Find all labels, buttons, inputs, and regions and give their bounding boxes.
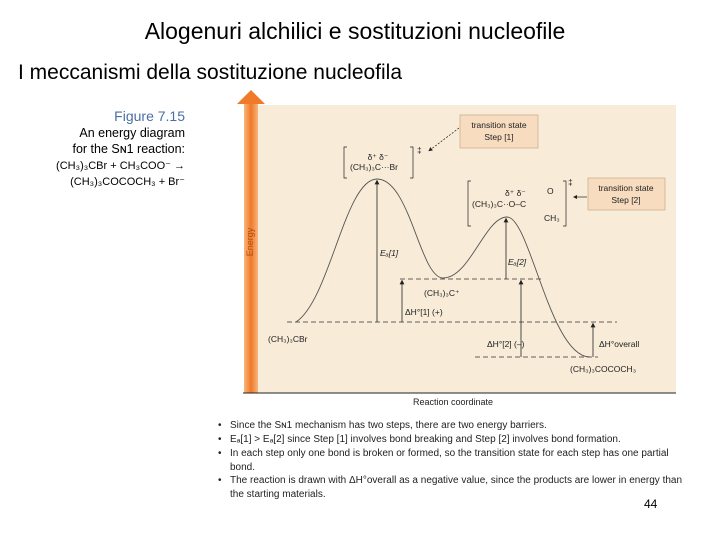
bullet-text: Eₐ[1] > Eₐ[2] since Step [1] involves bond breaking and Step [2] involves bond formation.	[230, 434, 621, 445]
ea1-label: Eₐ[1]	[380, 248, 399, 258]
dh1-label: ΔH°[1] (+)	[405, 307, 443, 317]
figure-label: Figure 7.15	[114, 108, 185, 124]
intermediate-label: (CH₃)₃C⁺	[424, 288, 460, 298]
ts1-callout-line2: Step [1]	[484, 132, 514, 142]
bullet-text: The reaction is drawn with ΔH°overall as a negative value, since the products are lower in energy than the starting materials.	[230, 475, 683, 500]
figure-caption-line1: An energy diagram	[79, 126, 185, 140]
figure-caption-line2: for the Sɴ1 reaction:	[72, 142, 185, 156]
page-number: 44	[644, 497, 658, 511]
ts2-callout-line2: Step [2]	[611, 195, 641, 205]
slide-title: Alogenuri alchilici e sostituzioni nucleofile	[144, 18, 566, 44]
reactant-label: (CH₃)₃CBr	[268, 334, 308, 344]
ea2-label: Eₐ[2]	[508, 257, 527, 267]
slide-subtitle: I meccanismi della sostituzione nucleofila	[18, 61, 403, 84]
bullet-text: In each step only one bond is broken or formed, so the transition state for each step has one partial bond.	[230, 448, 669, 473]
product-label: (CH₃)₃COCOCH₃	[570, 364, 637, 374]
bullet-item: • In each step only one bond is broken or formed, so the transition state for each step has one partial bond.	[218, 447, 688, 474]
figure-equation-line2: (CH₃)₃COCOCH₃ + Br⁻	[70, 176, 185, 188]
ts2-callout	[575, 178, 665, 210]
bullet-item: • Eₐ[1] > Eₐ[2] since Step [1] involves bond breaking and Step [2] involves bond formation.	[218, 433, 688, 447]
ts1-charges: δ⁺ δ⁻	[367, 152, 389, 162]
ts2-callout-line1: transition state	[598, 183, 654, 193]
ts2-dagger: ‡	[568, 177, 573, 187]
bullet-item: • The reaction is drawn with ΔH°overall as a negative value, since the products are lower in energy than the starting materials.	[218, 474, 688, 501]
x-axis-label: Reaction coordinate	[412, 397, 494, 407]
ts1-structure: (CH₃)₃C···Br	[350, 162, 398, 172]
bullet-text: Since the Sɴ1 mechanism has two steps, there are two energy barriers.	[230, 420, 547, 431]
ts2-oxygen: O	[547, 186, 554, 196]
ts2-charges: δ⁺ δ⁻	[505, 188, 526, 198]
ts2-structure: (CH₃)₃C··O–C	[472, 199, 527, 209]
dh-overall-label: ΔH°overall	[599, 339, 640, 349]
ts2-methyl: CH₃	[544, 213, 560, 223]
bullet-item: • Since the Sɴ1 mechanism has two steps, there are two energy barriers.	[218, 419, 688, 433]
figure-equation-line1: (CH₃)₃CBr + CH₃COO⁻ →	[56, 160, 185, 172]
ts1-callout-line1: transition state	[471, 120, 527, 130]
y-axis-label: Energy	[245, 227, 255, 257]
ts1-dagger: ‡	[417, 145, 422, 155]
dh2-label: ΔH°[2] (–)	[487, 339, 525, 349]
